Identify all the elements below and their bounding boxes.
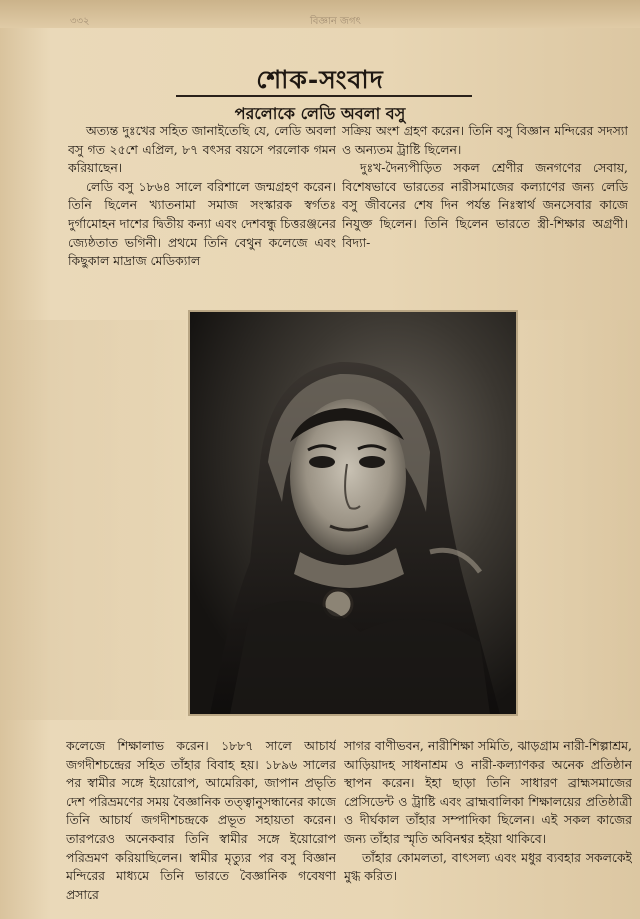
paragraph: দুঃখ-দৈন্যপীড়িত সকল শ্রেণীর জনগণের সেবায়, বিশেষভাবে ভারতের নারীসমাজের কল্যাণের জন্য লেডি বসু জীবনের শেষ দিন পর্যন্ত নিঃস্বার্থ জনসেবার কাজে নিযুক্ত ছিলেন। তিনি ছিলেন ভারতে স্ত্রী-শিক্ষার অগ্রণী। বিদ্যা- bbox=[342, 160, 628, 250]
bleed-through-left bbox=[0, 320, 186, 720]
paragraph: তাঁহার কোমলতা, বাৎসল্য এবং মধুর ব্যবহার সকলকেই মুগ্ধ করিত। bbox=[344, 849, 632, 884]
paragraph: সক্রিয় অংশ গ্রহণ করেন। তিনি বসু বিজ্ঞান মন্দিরের সদস্যা ও অন্যতম ট্রাষ্টি ছিলেন। bbox=[342, 123, 628, 157]
column-top-right bbox=[342, 122, 628, 300]
running-header bbox=[70, 14, 630, 28]
bleed-through-right bbox=[520, 320, 640, 720]
column-bottom-right bbox=[344, 737, 632, 909]
portrait-image bbox=[190, 312, 516, 714]
page-number: ৩৩২ bbox=[70, 16, 90, 27]
paragraph: লেডি বসু ১৮৬৪ সালে বরিশালে জন্মগ্রহণ করেন। তিনি ছিলেন খ্যাতনামা সমাজ সংস্কারক স্বর্গতঃ দুর্গামোহন দাশের দ্বিতীয় কন্যা এবং দেশবন্ধু চিত্তরঞ্জনের জ্যেষ্ঠতাত ভগিনী। প্রথমে তিনি বেথুন কলেজে এবং কিছুকাল মাদ্রাজ মেডিক্যাল bbox=[68, 178, 336, 269]
title-rule bbox=[176, 95, 472, 97]
portrait-photo bbox=[190, 312, 516, 714]
paragraph: অত্যন্ত দুঃখের সহিত জানাইতেছি যে, লেডি অবলা বসু গত ২৫শে এপ্রিল, ৮৭ বৎসর বয়সে পরলোক গমন করিয়াছেন। bbox=[68, 123, 336, 176]
column-top-left bbox=[68, 122, 336, 300]
running-head: বিজ্ঞান জগৎ bbox=[310, 16, 361, 27]
paragraph: কলেজে শিক্ষালাভ করেন। ১৮৮৭ সালে আচার্য জগদীশচন্দ্রের সহিত তাঁহার বিবাহ হয়। ১৮৯৬ সালের পর স্বামীর সঙ্গে ইয়োরোপ, আমেরিকা, জাপান প্রভৃতি দেশ পরিভ্রমণের সময় বৈজ্ঞানিক তত্ত্বানুসন্ধানের কাজে তিনি আচার্য জগদীশচন্দ্রকে প্রভূত সহায়তা করেন। তারপরেও অনেকবার তিনি স্বামীর সঙ্গে ইয়োরোপ পরিভ্রমণ করিয়াছিলেন। স্বামীর মৃত্যুর পর বসু বিজ্ঞান মন্দিরের মাধ্যমে তিনি ভারতে বৈজ্ঞানিক গবেষণা প্রসারে bbox=[66, 738, 336, 902]
article-subtitle: পরলোকে লেডি অবলা বসু bbox=[234, 104, 406, 123]
column-bottom-left bbox=[66, 737, 336, 909]
section-title: শোক-সংবাদ bbox=[256, 65, 384, 94]
paragraph: সাগর বাণীভবন, নারীশিক্ষা সমিতি, ঝাড়গ্রাম নারী-শিল্পাশ্রম, আড়িয়াদহ সাধনাশ্রম ও নারী-কল্যাণকর অনেক প্রতিষ্ঠান স্থাপন করেন। ইহা ছাড়া তিনি সাধারণ ব্রাহ্মসমাজের প্রেসিডেন্ট ও ট্রাষ্টি এবং ব্রাহ্মবালিকা শিক্ষালয়ের প্রতিষ্ঠাত্রী ও দীর্ঘকাল তাঁহার সম্পাদিকা ছিলেন। এই সকল কাজের জন্য তাঁহার স্মৃতি অবিনশ্বর হইয়া থাকিবে। bbox=[344, 738, 632, 846]
